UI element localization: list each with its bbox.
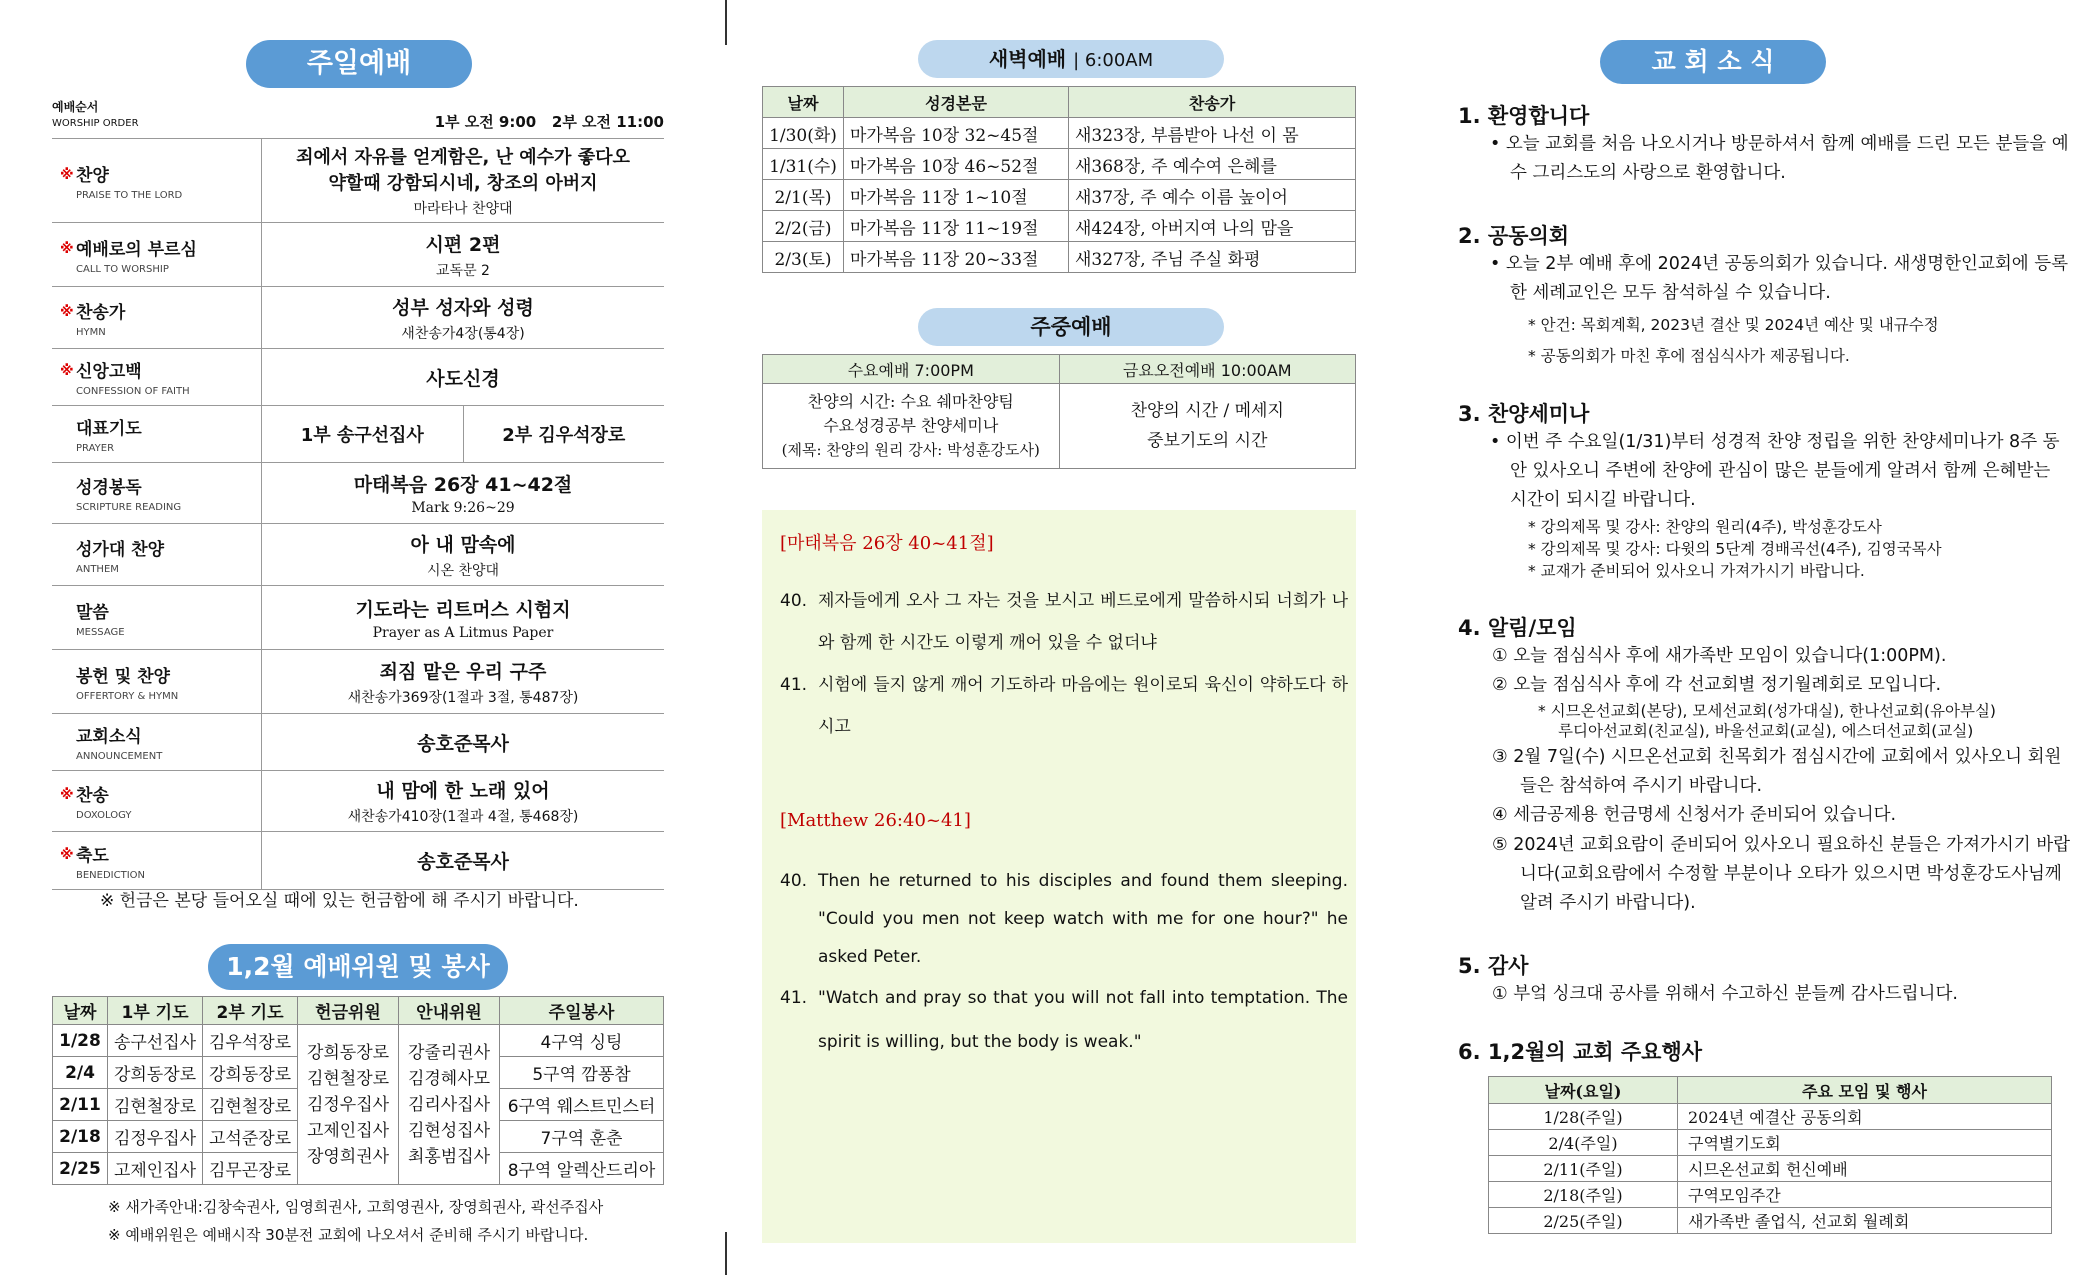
table-row: 2/11(주일) 시므온선교회 헌신예배 (1489, 1156, 2052, 1182)
scripture-box: [마태복음 26장 40~41절] 40. 제자들에게 오사 그 자는 것을 보시고 베드로에게 말씀하시되 너희가 나와 함께 한 시간도 이렇게 깨어 있을 수 없더냐 41. 시험에 들지 않게 깨어 기도하라 마음에는 원이로되 육신이 약하도다 하시고 [Matthew 26:40~41] 40. Then he returned to his disciples and found them sleeping. "Could you men not keep watch with me for one hour?" he asked Peter. 41. "Watch and pray so that you will not fall into temptation. The spirit is willing, but the body is weak." (762, 510, 1356, 1243)
news-section-events: 6. 1,2월의 교회 주요행사 (1458, 1040, 1703, 1064)
church-news-title: 교 회 소 식 (1600, 40, 1826, 84)
midweek-table: 수요예배 7:00PM 금요오전예배 10:00AM 찬양의 시간: 수요 쉐마찬양팀 수요성경공부 찬양세미나 (제목: 찬양의 원리 강사: 박성훈강도사) 찬양의 시간 / 메세지 중보기도의 시간 (762, 354, 1356, 469)
dawn-worship-title: 새벽예배 | 6:00AM (918, 40, 1224, 78)
worship-order-ko: 예배순서 (52, 100, 99, 114)
table-row: 2/3(토) 마가복음 11장 20~33절 새327장, 주님 주실 화평 (763, 242, 1356, 273)
col-offering: 헌금위원 (298, 997, 399, 1025)
table-row: 2/2(금) 마가복음 11장 11~19절 새424장, 아버지여 나의 맘을 (763, 211, 1356, 242)
news-section-seminar: 3. 찬양세미나 (1458, 402, 1590, 426)
table-row: 2/11 김현철장로 김현철장로 6구역 웨스트민스터 (53, 1089, 664, 1121)
offering-note: ※ 헌금은 본당 들어오실 때에 있는 헌금함에 해 주시기 바랍니다. (100, 891, 579, 911)
col-ushers: 안내위원 (399, 997, 500, 1025)
service-times: 1부 오전 9:00 2부 오전 11:00 (434, 113, 664, 131)
table-row: 2/25 고제인집사 김무곤장로 8구역 알렉산드리아 (53, 1153, 664, 1185)
table-row: 2/1(목) 마가복음 11장 1~10절 새37장, 주 예수 이름 높이어 (763, 180, 1356, 211)
table-row: 2/18(주일) 구역모임주간 (1489, 1182, 2052, 1208)
table-row: 2/4(주일) 구역별기도회 (1489, 1130, 2052, 1156)
midweek-worship-title: 주중예배 (918, 308, 1224, 346)
news-section-notices: 4. 알림/모임 (1458, 616, 1577, 640)
staff-section-title: 1,2월 예배위원 및 봉사 (208, 944, 508, 990)
events-table: 날짜(요일) 주요 모임 및 행사 1/28(주일) 2024년 예결산 공동의회 2/4(주일) 구역별기도회 2/11(주일) 시므온선교회 헌신예배 2/18(주일) 구역모임주간 2/25(주일) 새가족반 졸업식, 선교회 월례회 (1488, 1076, 2052, 1234)
worship-order-en: WORSHIP ORDER (52, 118, 139, 129)
col-second-prayer: 2부 기도 (203, 997, 298, 1025)
news-section-thanks: 5. 감사 (1458, 954, 1529, 978)
offering-members-cell: 강희동장로 김현철장로 김정우집사 고제인집사 장영희권사 (298, 1025, 399, 1185)
worship-order-table: ※ 찬양 PRAISE TO THE LORD 죄에서 자유를 얻게함은, 난 예수가 좋다오 약할때 강함되시네, 창조의 아버지 마라타나 찬양대 ※ 예배로의 부르심 CALL TO WORSHIP 시편 2편 교독문 2 ※ 찬송가 HYMN 성부 성자와 성령 새찬송가4장(통4장) ※ 신앙고백 CONFESSION OF FAITH 사도신경 대표기도 PRAYER 1부 송구선집사 2부 김우석장로 성경봉독 SCRIPTURE READING 마태복음 26장 41~42절 Mark 9:26~29 성가대 찬양 ANTHEM 아 내 맘속에 시온 찬양대 말씀 MESSAGE 기도라는 리트머스 시험지 Prayer as A Litmus Paper 봉헌 및 찬양 OFFERTORY & HYMN 죄짐 맡은 우리 구주 새찬송가369장(1절과 3절, 통487장) 교회소식 ANNOUNCEMENT 송호준목사 ※ 찬송 DOXOLOGY 내 맘에 한 노래 있어 새찬송가410장(1절과 4절, 통468장) ※ 축도 BENEDICTION 송호준목사 (52, 138, 664, 890)
table-row: 2/25(주일) 새가족반 졸업식, 선교회 월례회 (1489, 1208, 2052, 1234)
korean-scripture-ref: [마태복음 26장 40~41절] (780, 533, 994, 554)
ushers-cell: 강줄리권사 김경혜사모 김리사집사 김현성집사 최홍범집사 (399, 1025, 500, 1185)
dawn-schedule-table: 날짜 성경본문 찬송가 1/30(화) 마가복음 10장 32~45절 새323장, 부름받아 나선 이 몸 1/31(수) 마가복음 10장 46~52절 새368장, 주 예수여 은혜를 2/1(목) 마가복음 11장 1~10절 새37장, 주 예수 이름 높이어 2/2(금) 마가복음 11장 11~19절 새424장, 아버지여 나의 맘을 2/3(토) 마가복음 11장 20~33절 새327장, 주님 주실 화평 (762, 86, 1356, 273)
new-family-note: ※ 새가족안내:김창숙권사, 임영희권사, 고희영권사, 장영희권사, 곽선주집사 (108, 1198, 604, 1216)
col-sunday-service: 주일봉사 (500, 997, 664, 1025)
table-row: 2/4 강희동장로 강희동장로 5구역 깜퐁참 (53, 1057, 664, 1089)
column-divider (725, 0, 727, 45)
col-first-prayer: 1부 기도 (108, 997, 203, 1025)
news-section-assembly: 2. 공동의회 (1458, 224, 1570, 248)
sunday-worship-title: 주일예배 (246, 40, 472, 88)
worship-staff-note: ※ 예배위원은 예배시작 30분전 교회에 나오셔서 준비해 주시기 바랍니다. (108, 1226, 589, 1244)
news-section-welcome: 1. 환영합니다 (1458, 104, 1590, 128)
worship-order-header (52, 96, 664, 134)
table-row: 1/28(주일) 2024년 예결산 공동의회 (1489, 1104, 2052, 1130)
first-service-prayer: 1부 송구선집사 (262, 406, 464, 462)
column-divider (725, 1232, 727, 1275)
table-row: 1/30(화) 마가복음 10장 32~45절 새323장, 부름받아 나선 이 몸 (763, 118, 1356, 149)
english-scripture-ref: [Matthew 26:40~41] (780, 810, 971, 831)
table-row: 1/28 송구선집사 김우석장로 강희동장로 김현철장로 김정우집사 고제인집사 장영희권사 강줄리권사 김경혜사모 김리사집사 김현성집사 최홍범집사 4구역 싱팅 (53, 1025, 664, 1057)
table-row: 2/18 김정우집사 고석준장로 7구역 훈춘 (53, 1121, 664, 1153)
second-service-prayer: 2부 김우석장로 (502, 425, 626, 446)
staff-table (52, 996, 664, 1185)
table-row: 1/31(수) 마가복음 10장 46~52절 새368장, 주 예수여 은혜를 (763, 149, 1356, 180)
col-date: 날짜 (53, 997, 108, 1025)
